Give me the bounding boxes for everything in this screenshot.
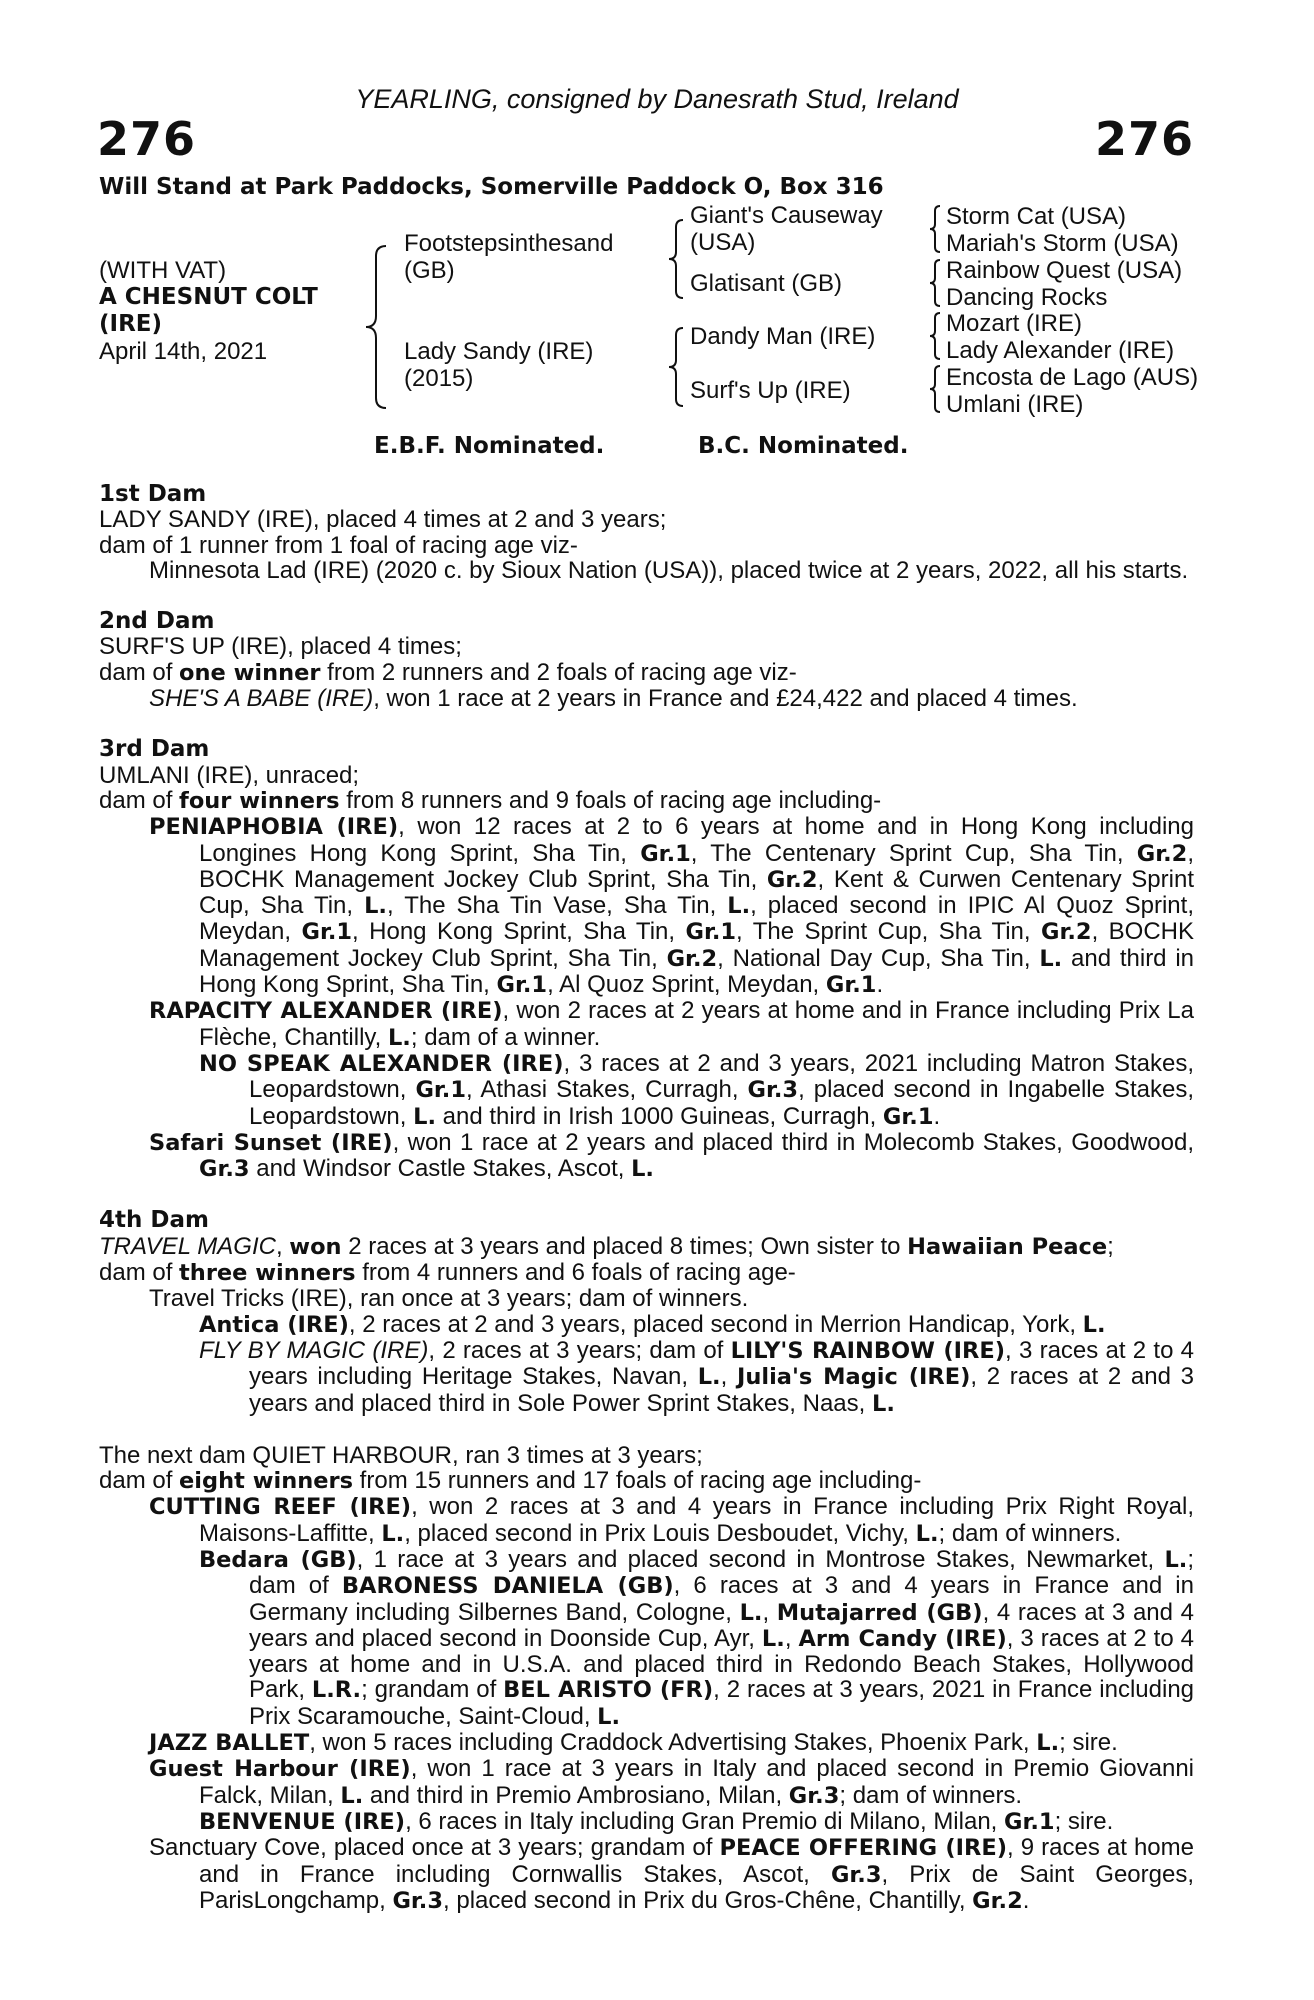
bold-text: Safari Sunset (IRE): [149, 1129, 393, 1156]
bold-text: L.: [597, 1703, 621, 1730]
entry-text: , The Sha Tin Vase, Sha Tin,: [386, 892, 728, 920]
entry-text: .: [876, 971, 884, 999]
pedigree-entry: [99, 507, 1194, 532]
entry-text: , won 12 races at 2 to 6 years at home and in Hong Kong including Longines Hong Kong Sprint, Sha Tin,: [199, 813, 1194, 867]
bc-nomination: B.C. Nominated.: [698, 433, 909, 459]
bold-text: L.: [727, 893, 751, 920]
bold-text: BENVENUE (IRE): [199, 1808, 406, 1835]
sire-sire-country: (USA): [690, 229, 756, 256]
bold-text: Hawaiian Peace: [907, 1233, 1108, 1260]
entry-text: , placed second in Prix Louis Desboudet, Vichy,: [404, 1519, 916, 1547]
dam-section: [99, 1208, 1194, 1416]
bold-text: PENIAPHOBIA (IRE): [149, 814, 399, 841]
entry-text: .: [1022, 1886, 1030, 1914]
entry-text: The next dam QUIET HARBOUR, ran 3 times at 3 years;: [99, 1441, 703, 1469]
bold-text: L.: [1039, 945, 1063, 972]
entry-text: , 3 races at 2 and 3 years, 2021 including Matron Stakes, Leopardstown,: [249, 1049, 1194, 1104]
horse-name-line1: A CHESNUT COLT: [99, 284, 318, 310]
pedigree-bracket-main: [364, 244, 390, 410]
bold-text: Gr.1: [640, 840, 691, 867]
entry-text: LADY SANDY (IRE), placed 4 times at 2 and 3 years;: [99, 506, 667, 534]
pedigree-entry: [199, 1809, 1194, 1835]
sire-dam-name: Glatisant (GB): [690, 270, 843, 297]
dam-section: [99, 1443, 1194, 1914]
bold-text: L.: [739, 1599, 763, 1626]
entry-text: ; grandam of: [361, 1676, 504, 1704]
bold-text: Gr.2: [972, 1887, 1023, 1914]
bold-text: four winners: [179, 787, 340, 814]
bold-text: Gr.3: [199, 1156, 250, 1183]
entry-text: 2 races at 3 years and placed 8 times; Own sister to: [341, 1232, 908, 1260]
bold-text: LILY'S RAINBOW (IRE): [730, 1337, 1006, 1364]
entry-text: , BOCHK Management Jockey Club Sprint, Sha Tin,: [199, 918, 1195, 972]
entry-text: ,: [275, 1232, 290, 1260]
pedigree-entry: [149, 1756, 1194, 1809]
bold-text: Gr.2: [1136, 840, 1188, 867]
pedigree-entry: [99, 1260, 1194, 1286]
pedigree-entry: [149, 1730, 1194, 1756]
bold-text: L.: [915, 1520, 939, 1547]
entry-text: , 2 races at 2 and 3 years, placed second in Merrion Handicap, York,: [348, 1310, 1083, 1338]
entry-text: , won 5 races including Craddock Advertising Stakes, Phoenix Park,: [309, 1729, 1037, 1757]
bold-text: L.: [1036, 1730, 1060, 1757]
entry-text: ; sire.: [1059, 1729, 1118, 1757]
entry-text: , Al Quoz Sprint, Meydan,: [547, 971, 826, 999]
bold-text: L.: [1082, 1311, 1106, 1338]
gg-dam-sire-sire: Mozart (IRE): [946, 310, 1083, 337]
entry-text: and Windsor Castle Stakes, Ascot,: [249, 1155, 632, 1183]
entry-text: and third in Hong Kong Sprint, Sha Tin,: [199, 944, 1194, 999]
dam-dam-name: Surf's Up (IRE): [690, 377, 851, 404]
entry-text: , won 1 race at 3 years in Italy and placed second in Premio Giovanni Falck, Milan,: [199, 1755, 1195, 1809]
entry-text: , won 1 race at 2 years in France and £24,422 and placed 4 times.: [373, 685, 1078, 713]
dam-section-title: 2nd Dam: [99, 608, 215, 635]
pedigree-entry: [149, 1835, 1194, 1914]
entry-text: , The Sprint Cup, Sha Tin,: [736, 918, 1041, 946]
gg-sire-dam-sire: Rainbow Quest (USA): [946, 257, 1183, 284]
dam-section: [99, 482, 1194, 583]
entry-text: Minnesota Lad (IRE) (2020 c. by Sioux Nation (USA)), placed twice at 2 years, 2022, all his starts.: [149, 556, 1189, 584]
entry-text: , 4 races at 3 and 4 years and placed second in Doonside Cup, Ayr,: [249, 1598, 1194, 1652]
bold-text: Gr.3: [392, 1887, 444, 1914]
gg-sire-sire-dam: Mariah's Storm (USA): [946, 230, 1179, 257]
entry-text: from 15 runners and 17 foals of racing age including-: [353, 1467, 922, 1495]
gg-dam-dam-dam: Umlani (IRE): [946, 391, 1084, 418]
entry-text: , Prix de Saint Georges, ParisLongchamp,: [199, 1860, 1194, 1914]
bold-text: three winners: [179, 1260, 356, 1287]
pedigree-entry: [199, 1547, 1194, 1730]
bold-text: L.: [761, 1625, 785, 1652]
entry-text: ; dam of: [249, 1545, 1195, 1600]
bold-text: Mutajarred (GB): [776, 1599, 983, 1626]
bold-text: JAZZ BALLET: [149, 1730, 310, 1757]
entry-text: , won 2 races at 3 and 4 years in France including Prix Right Royal, Maisons-Laffitte,: [199, 1493, 1194, 1547]
pedigree-bracket-gg4: [928, 364, 942, 414]
entry-text: , BOCHK Management Jockey Club Sprint, Sha Tin,: [199, 839, 1194, 893]
bold-text: L.: [413, 1103, 436, 1130]
dam-name: Lady Sandy (IRE): [404, 338, 594, 365]
pedigree-entry: [99, 533, 1194, 558]
entry-text: , 1 race at 3 years and placed second in Montrose Stakes, Newmarket,: [356, 1545, 1165, 1573]
pedigree-bracket-gg2: [928, 258, 942, 308]
entry-text: , 2 races at 3 years; dam of: [428, 1336, 731, 1364]
sire-name: Footstepsinthesand: [404, 230, 614, 257]
entry-text: , Hong Kong Sprint, Sha Tin,: [352, 918, 686, 946]
pedigree-entry: [149, 1494, 1194, 1547]
entry-text: from 8 runners and 9 foals of racing age including-: [339, 786, 882, 814]
entry-text: Travel Tricks (IRE), ran once at 3 years; dam of winners.: [149, 1285, 749, 1313]
pedigree-entry: [149, 1286, 1194, 1311]
entry-text: , The Centenary Sprint Cup, Sha Tin,: [690, 839, 1137, 867]
gg-sire-dam-dam: Dancing Rocks: [946, 284, 1108, 311]
entry-text: dam of: [99, 1259, 180, 1287]
entry-text: ; dam of winners.: [839, 1781, 1023, 1809]
pedigree-entry: [149, 814, 1194, 998]
bold-text: one winner: [179, 659, 321, 686]
pedigree-bracket-dam: [666, 326, 686, 408]
entry-text: ; sire.: [1054, 1807, 1114, 1835]
bold-text: Gr.1: [1004, 1808, 1055, 1835]
entry-text: , Kent & Curwen Centenary Sprint Cup, Sha Tin,: [199, 865, 1194, 920]
entry-text: from 2 runners and 2 foals of racing age viz-: [320, 658, 797, 686]
entry-text: ,: [720, 1363, 737, 1391]
bold-text: PEACE OFFERING (IRE): [719, 1835, 1007, 1862]
bold-text: L.R.: [311, 1677, 362, 1704]
dam-section-title: 4th Dam: [99, 1207, 209, 1234]
entry-text: Sanctuary Cove, placed once at 3 years; grandam of: [149, 1834, 720, 1862]
pedigree-entry: [99, 788, 1194, 814]
entry-text: , 6 races at 3 and 4 years in France and in Germany including Silbernes Band, Cologne,: [249, 1572, 1194, 1626]
entry-text: ,: [784, 1624, 799, 1652]
family-history: [99, 482, 1194, 1940]
pedigree-entry: [99, 634, 1194, 659]
bold-text: Gr.2: [1041, 919, 1092, 946]
entry-text: , placed second in Prix du Gros-Chêne, Chantilly,: [443, 1886, 973, 1914]
bold-text: Bedara (GB): [199, 1546, 357, 1573]
dam-section-title: 1st Dam: [99, 481, 207, 507]
bold-text: Guest Harbour (IRE): [149, 1756, 411, 1783]
foaling-date: April 14th, 2021: [99, 338, 268, 365]
entry-text: , 3 races at 2 to 4 years including Heritage Stakes, Navan,: [249, 1336, 1195, 1391]
horse-name-line2: (IRE): [99, 311, 163, 337]
entry-text: dam of 1 runner from 1 foal of racing age viz-: [99, 531, 578, 559]
bold-text: Gr.3: [747, 1077, 799, 1104]
pedigree-entry: [99, 763, 1194, 788]
sire-country: (GB): [404, 257, 455, 284]
pedigree-entry: [199, 1338, 1194, 1417]
bold-text: L.: [340, 1782, 364, 1809]
bold-text: BARONESS DANIELA (GB): [341, 1573, 674, 1600]
entry-text: , placed second in Ingabelle Stakes, Leopardstown,: [249, 1076, 1194, 1130]
stabling-line: Will Stand at Park Paddocks, Somerville Paddock O, Box 316: [99, 174, 884, 200]
bold-text: Gr.1: [882, 1103, 934, 1130]
sire-sire-name: Giant's Causeway: [690, 202, 883, 229]
bold-text: L.: [381, 1520, 405, 1547]
bold-text: Gr.1: [825, 972, 877, 999]
bold-text: Gr.2: [766, 866, 818, 893]
bold-text: CUTTING REEF (IRE): [149, 1494, 412, 1521]
entry-text: SURF'S UP (IRE), placed 4 times;: [99, 633, 462, 661]
bold-text: won: [289, 1233, 342, 1260]
bold-text: Gr.3: [830, 1861, 882, 1888]
bold-text: L.: [872, 1390, 895, 1417]
gg-sire-sire-sire: Storm Cat (USA): [946, 203, 1127, 230]
dam-section: [99, 737, 1194, 1182]
ebf-nomination: E.B.F. Nominated.: [374, 433, 605, 459]
lot-number-left: 276: [97, 112, 197, 166]
bold-text: NO SPEAK ALEXANDER (IRE): [199, 1050, 564, 1077]
entry-text: ;: [1107, 1232, 1114, 1260]
pedigree-entry: [149, 998, 1194, 1051]
italic-text: FLY BY MAGIC (IRE): [199, 1336, 429, 1364]
pedigree-entry: [149, 558, 1194, 583]
vat-note: (WITH VAT): [99, 257, 227, 284]
dam-year: (2015): [404, 365, 474, 392]
consignor-line: YEARLING, consigned by Danesrath Stud, Ireland: [355, 84, 959, 114]
pedigree-entry: [99, 1443, 1194, 1468]
dam-section-title: 3rd Dam: [99, 736, 210, 763]
bold-text: eight winners: [179, 1468, 354, 1495]
entry-text: and third in Irish 1000 Guineas, Curragh,: [436, 1102, 883, 1130]
pedigree-entry: [199, 1051, 1194, 1130]
pedigree-bracket-gg3: [928, 311, 942, 361]
entry-text: from 4 runners and 6 foals of racing age-: [355, 1259, 796, 1287]
bold-text: Gr.1: [415, 1077, 467, 1104]
dam-section: [99, 609, 1194, 711]
entry-text: , 6 races in Italy including Gran Premio di Milano, Milan,: [405, 1807, 1004, 1835]
italic-text: SHE'S A BABE (IRE): [149, 685, 374, 713]
entry-text: , won 2 races at 2 years at home and in France including Prix La Flèche, Chantilly,: [199, 997, 1194, 1051]
entry-text: UMLANI (IRE), unraced;: [99, 761, 360, 789]
bold-text: Arm Candy (IRE): [798, 1625, 1007, 1652]
bold-text: Antica (IRE): [199, 1311, 349, 1338]
entry-text: and third in Premio Ambrosiano, Milan,: [363, 1781, 789, 1809]
entry-text: , National Day Cup, Sha Tin,: [717, 944, 1040, 972]
bold-text: Gr.1: [301, 919, 353, 946]
dam-sire-name: Dandy Man (IRE): [690, 323, 876, 350]
pedigree-entry: [99, 660, 1194, 686]
pedigree-entry: [149, 1130, 1194, 1183]
entry-text: dam of: [99, 1467, 180, 1495]
entry-text: ,: [762, 1598, 777, 1626]
bold-text: Gr.3: [788, 1782, 840, 1809]
entry-text: .: [933, 1102, 941, 1130]
entry-text: dam of: [99, 786, 180, 814]
bold-text: Julia's Magic (IRE): [736, 1364, 971, 1391]
entry-text: , placed second in IPIC Al Quoz Sprint, Meydan,: [199, 892, 1194, 946]
entry-text: , Athasi Stakes, Curragh,: [466, 1076, 748, 1104]
italic-text: TRAVEL MAGIC: [99, 1232, 276, 1260]
pedigree-bracket-sire: [666, 218, 686, 300]
bold-text: Gr.1: [685, 919, 737, 946]
lot-number-right: 276: [1094, 112, 1194, 166]
bold-text: RAPACITY ALEXANDER (IRE): [149, 998, 503, 1025]
bold-text: L.: [387, 1024, 411, 1051]
bold-text: BEL ARISTO (FR): [503, 1677, 714, 1704]
bold-text: Gr.2: [666, 945, 718, 972]
bold-text: Gr.1: [496, 972, 548, 999]
entry-text: , 2 races at 3 years, 2021 in France including Prix Scaramouche, Saint-Cloud,: [249, 1676, 1195, 1730]
entry-text: dam of: [99, 658, 180, 686]
entry-text: , 3 races at 2 to 4 years at home and in U.S.A. and placed third in Redondo Beach Stakes, Hollywood Park,: [249, 1624, 1195, 1704]
pedigree-entry: [149, 686, 1194, 711]
pedigree-entry: [99, 1468, 1194, 1494]
entry-text: ; dam of a winner.: [410, 1023, 601, 1051]
bold-text: L.: [697, 1364, 721, 1391]
gg-dam-sire-dam: Lady Alexander (IRE): [946, 337, 1175, 364]
bold-text: L.: [1164, 1546, 1188, 1573]
pedigree-entry: [199, 1312, 1194, 1338]
pedigree-entry: [99, 1234, 1194, 1260]
entry-text: , 2 races at 2 and 3 years and placed third in Sole Power Sprint Stakes, Naas,: [249, 1363, 1195, 1417]
gg-dam-dam-sire: Encosta de Lago (AUS): [946, 364, 1199, 391]
entry-text: , won 1 race at 2 years and placed third in Molecomb Stakes, Goodwood,: [392, 1128, 1194, 1156]
pedigree-bracket-gg1: [928, 204, 942, 254]
entry-text: ; dam of winners.: [938, 1519, 1122, 1547]
bold-text: L.: [364, 893, 387, 920]
entry-text: , 9 races at home and in France including Cornwallis Stakes, Ascot,: [199, 1834, 1194, 1888]
bold-text: L.: [631, 1156, 654, 1183]
